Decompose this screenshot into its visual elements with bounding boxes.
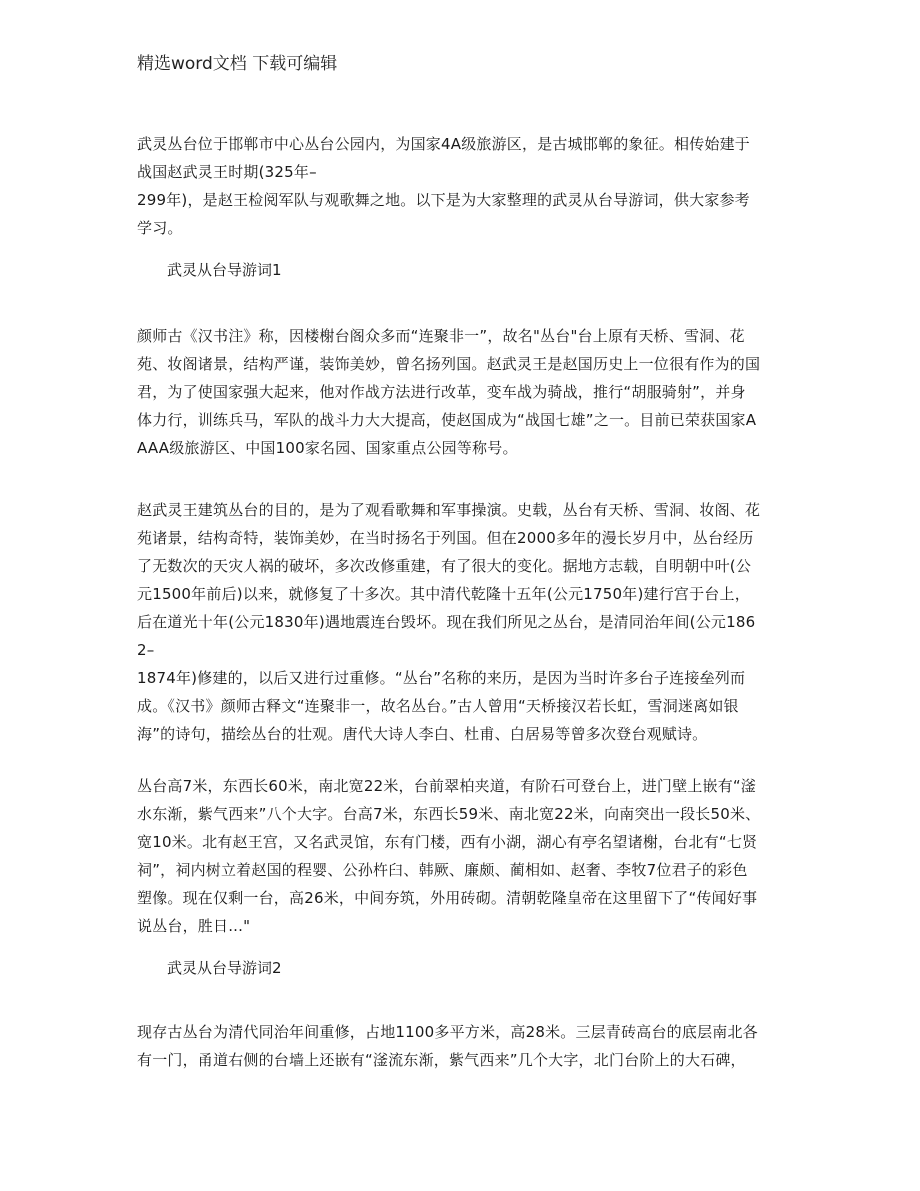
document-header: 精选word文档 下载可编辑: [137, 54, 338, 74]
text-line: 了无数次的天灾人祸的破坏，多次改修重建，有了很大的变化。据地方志载，自明朝中叶(公: [137, 557, 752, 575]
text-line: 成。《汉书》颜师古释文“连聚非一，故名丛台。”古人曾用“天桥接汉若长虹，雪洞迷离如银: [137, 697, 739, 715]
text-line: 苑诸景，结构奇特，装饰美妙，在当时扬名于列国。但在2000多年的漫长岁月中，丛台经历: [137, 529, 754, 547]
text-line: 赵武灵王建筑丛台的目的，是为了观看歌舞和军事操演。史载，丛台有天桥、雪洞、妆阁、花: [137, 501, 761, 519]
text-line: 2–: [137, 641, 155, 659]
paragraph: [137, 496, 787, 748]
text-line: 后在道光十年(公元1830年)遇地震连台毁坏。现在我们所见之丛台，是清同治年间(公元186: [137, 613, 756, 631]
text-line: 战国赵武灵王时期(325年–: [137, 163, 317, 181]
paragraph: [137, 772, 787, 940]
text-line: 说丛台，胜日...": [137, 917, 251, 935]
intro-paragraph: [137, 130, 787, 242]
text-line: 颜师古《汉书注》称，因楼榭台阁众多而“连聚非一”，故名"丛台"台上原有天桥、雪洞、花: [137, 327, 745, 345]
paragraph: [137, 1018, 787, 1074]
text-line: AAA级旅游区、中国100家名园、国家重点公园等称号。: [137, 439, 518, 457]
paragraph: [137, 322, 787, 462]
text-line: 祠”，祠内树立着赵国的程婴、公孙杵臼、韩厥、廉颇、蔺相如、赵奢、李牧7位君子的彩色: [137, 861, 748, 879]
text-line: 1874年)修建的，以后又进行过重修。“丛台”名称的来历，是因为当时许多台子连接垒列而: [137, 669, 746, 687]
text-line: 现存古丛台为清代同治年间重修，占地1100多平方米，高28米。三层青砖高台的底层南北各: [137, 1023, 758, 1041]
section-title-2: 武灵从台导游词2: [167, 959, 282, 977]
text-line: 苑、妆阁诸景，结构严谨，装饰美妙，曾名扬列国。赵武灵王是赵国历史上一位很有作为的国: [137, 355, 761, 373]
text-line: 塑像。现在仅剩一台，高26米，中间夯筑，外用砖砌。清朝乾隆皇帝在这里留下了“传闻好事: [137, 889, 758, 907]
text-line: 武灵丛台位于邯郸市中心丛台公园内，为国家4A级旅游区，是古城邯郸的象征。相传始建于: [137, 135, 751, 153]
text-line: 299年)，是赵王检阅军队与观歌舞之地。以下是为大家整理的武灵从台导游词，供大家参考: [137, 191, 750, 209]
text-line: 海”的诗句，描绘丛台的壮观。唐代大诗人李白、杜甫、白居易等曾多次登台观赋诗。: [137, 725, 708, 743]
text-line: 元1500年前后)以来，就修复了十多次。其中清代乾隆十五年(公元1750年)建行宫于台上，: [137, 585, 750, 603]
section-title-1: 武灵从台导游词1: [167, 261, 282, 279]
text-line: 君，为了使国家强大起来，他对作战方法进行改革，变车战为骑战，推行“胡服骑射”，并身: [137, 383, 746, 401]
text-line: 水东渐，紫气西来”八个大字。台高7米，东西长59米、南北宽22米，向南突出一段长50米、: [137, 805, 761, 823]
text-line: 宽10米。北有赵王宫，又名武灵馆，东有门楼，西有小湖，湖心有亭名望诸榭，台北有“七贤: [137, 833, 758, 851]
text-line: 学习。: [137, 219, 183, 237]
text-line: 丛台高7米，东西长60米，南北宽22米，台前翠柏夹道，有阶石可登台上，进门壁上嵌有“滏: [137, 777, 757, 795]
text-line: 有一门，甬道右侧的台墙上还嵌有“滏流东渐，紫气西来”几个大字，北门台阶上的大石碑，: [137, 1051, 746, 1069]
text-line: 体力行，训练兵马，军队的战斗力大大提高，使赵国成为“战国七雄”之一。目前已荣获国家A: [137, 411, 757, 429]
